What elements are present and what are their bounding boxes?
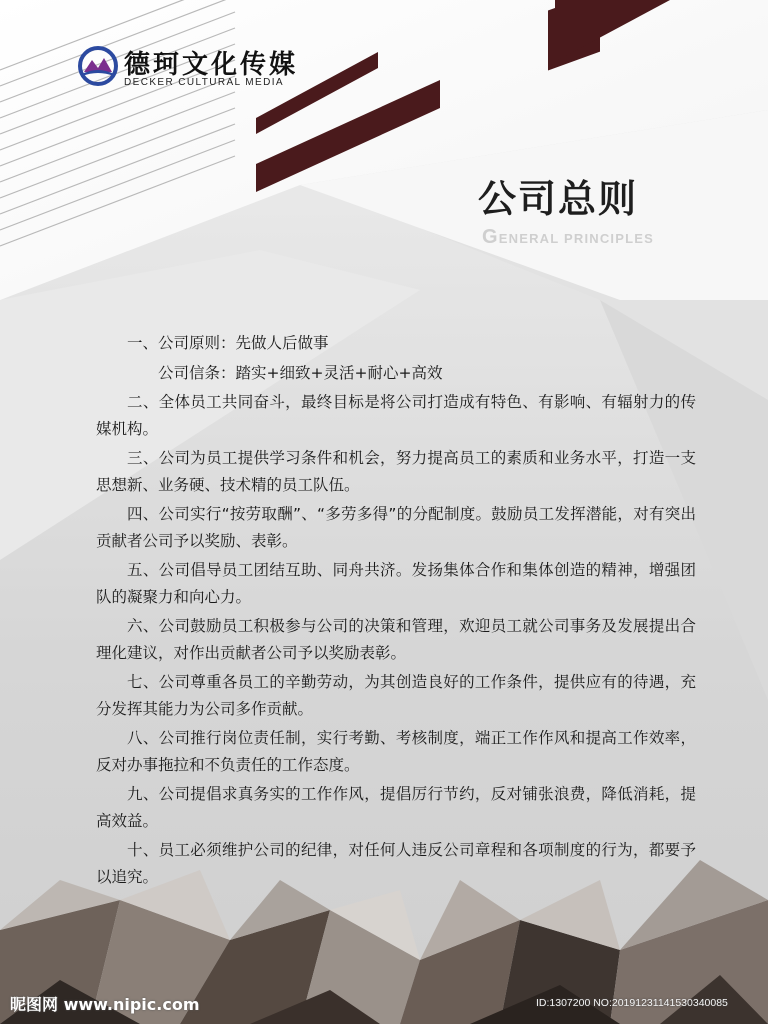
- logo-name-en: DECKER CULTURAL MEDIA: [124, 77, 284, 88]
- paragraph-3: 三、公司为员工提供学习条件和机会，努力提高员工的素质和业务水平，打造一支思想新、业务硬、技术精的员工队伍。: [96, 449, 696, 494]
- paragraph-8: 八、公司推行岗位责任制，实行考勤、考核制度，端正工作作风和提高工作效率，反对办事拖拉和不负责任的工作态度。: [96, 729, 696, 774]
- page-subtitle: [482, 226, 654, 249]
- mountain-logo-icon: [78, 46, 118, 86]
- paragraph-1: 一、公司原则：先做人后做事: [127, 334, 329, 352]
- site-watermark: 昵图网 www.nipic.com: [10, 995, 200, 1014]
- paragraph-2: 二、全体员工共同奋斗，最终目标是将公司打造成有特色、有影响、有辐射力的传媒机构。: [96, 393, 696, 438]
- paragraph-7: 七、公司尊重各员工的辛勤劳动，为其创造良好的工作条件，提供应有的待遇，充分发挥其能力为公司多作贡献。: [96, 673, 696, 718]
- logo-name-cn: 德珂文化传媒: [124, 50, 299, 80]
- principles-body: [96, 330, 696, 893]
- subtitle-initial: G: [482, 226, 499, 248]
- subtitle-rest: ENERAL PRINCIPLES: [498, 231, 655, 246]
- paragraph-10: 十、员工必须维护公司的纪律，对任何人违反公司章程和各项制度的行为，都要予以追究。: [96, 841, 696, 886]
- paragraph-9: 九、公司提倡求真务实的工作作风，提倡厉行节约，反对铺张浪费，降低消耗，提高效益。: [96, 785, 696, 830]
- paragraph-creed: 公司信条：踏实+细致+灵活+耐心+高效: [158, 363, 443, 382]
- page-title: 公司总则: [478, 177, 639, 221]
- company-logo: [78, 44, 308, 94]
- paragraph-5: 五、公司倡导员工团结互助、同舟共济。发扬集体合作和集体创造的精神，增强团队的凝聚力和向心力。: [96, 561, 696, 606]
- image-id-watermark: ID:1307200 NO:20191231141530340085: [536, 997, 728, 1009]
- paragraph-6: 六、公司鼓励员工积极参与公司的决策和管理，欢迎员工就公司事务及发展提出合理化建议，对作出贡献者公司予以奖励表彰。: [96, 617, 696, 662]
- paragraph-4: 四、公司实行“按劳取酬”、“多劳多得”的分配制度。鼓励员工发挥潜能，对有突出贡献者公司予以奖励、表彰。: [96, 505, 696, 550]
